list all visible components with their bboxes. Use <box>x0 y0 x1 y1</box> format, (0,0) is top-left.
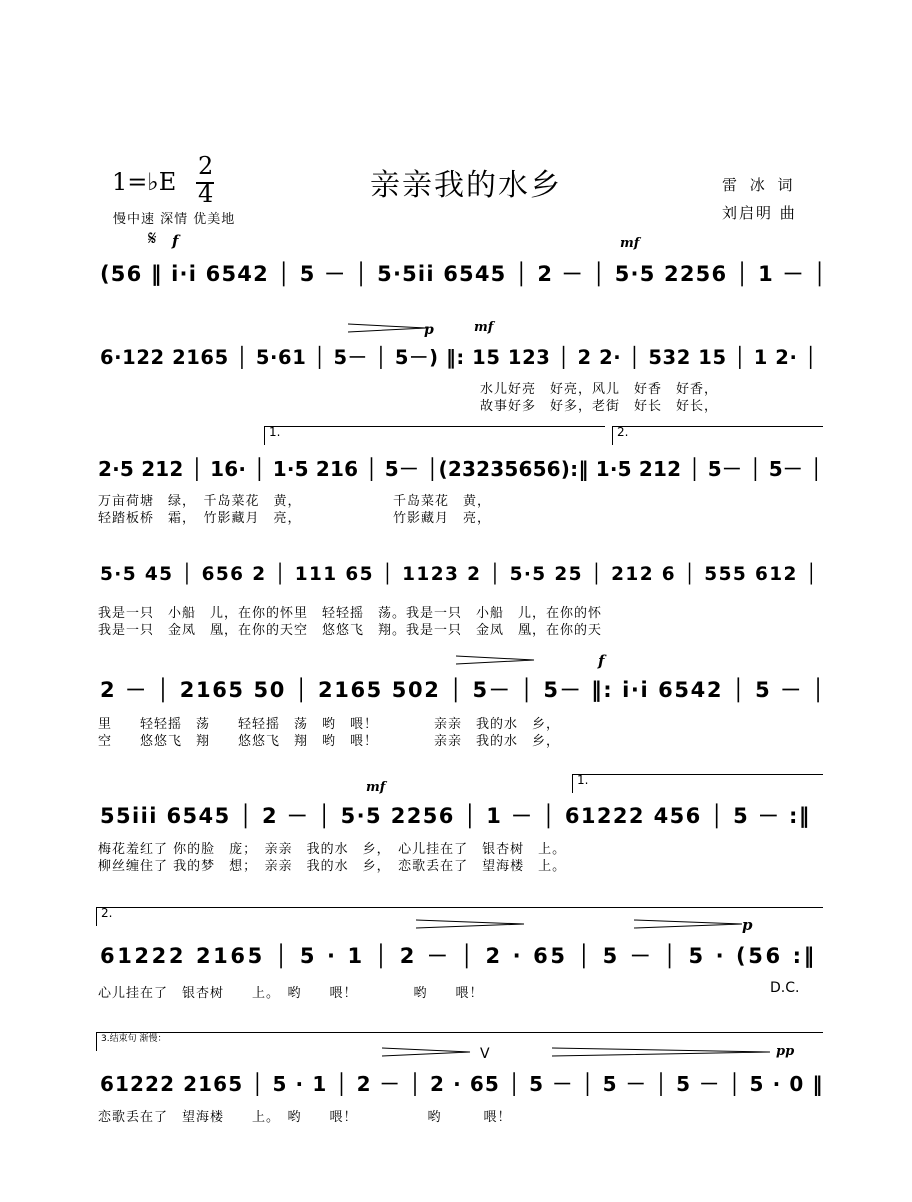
lyric-line-2: 轻踏板桥 霜， 竹影藏月 亮， 竹影藏月 亮， <box>98 511 492 526</box>
decrescendo-hairpin <box>456 654 536 666</box>
notation-line: 55iii 6545 │ 2 － │ 5·5 2256 │ 1 － │ 61222 456 │ 5 － :‖ <box>100 804 811 828</box>
da-capo-mark: D.C. <box>770 980 800 996</box>
time-signature-top: 2 <box>198 152 214 180</box>
lyric-line-1: 万亩荷塘 绿， 千岛菜花 黄， 千岛菜花 黄， <box>98 494 492 509</box>
dynamic-mark: mf <box>474 320 494 335</box>
key-signature: 1=♭E <box>112 168 177 196</box>
dynamic-mark: p <box>742 916 753 934</box>
notation-line: 2·5 212 │ 16· │ 1·5 216 │ 5－ │(23235656):‖ 1·5 212 │ 5－ │ 5－ │ <box>98 457 823 481</box>
breath-mark: V <box>480 1046 490 1062</box>
lyric-line-1: 我是一只 小船 儿，在你的怀里 轻轻摇 荡。我是一只 小船 儿，在你的怀 <box>98 606 603 621</box>
notation-line: (56 ‖ i·i 6542 │ 5 － │ 5·5ii 6545 │ 2 － │ 5·5 2256 │ 1 － │ <box>100 262 828 286</box>
lyric-line-1: 恋歌丢在了 望海楼 上。 哟 喂！ 哟 喂！ <box>98 1110 512 1125</box>
lyricist: 雷 冰 词 <box>722 176 797 194</box>
decrescendo-hairpin <box>348 322 428 334</box>
lyric-line-1: 水儿好亮 好亮，风儿 好香 好香， <box>480 382 719 397</box>
tempo-marking: 慢中速 深情 优美地 <box>113 212 236 227</box>
lyric-line-2: 柳丝缠住了 我的梦 想； 亲亲 我的水 乡， 恋歌丢在了 望海楼 上。 <box>98 859 567 874</box>
dynamic-mark: f <box>172 232 179 250</box>
decrescendo-hairpin <box>552 1046 772 1058</box>
volta-bracket-2: 2. <box>612 426 823 445</box>
lyric-line-2: 我是一只 金凤 凰，在你的天空 悠悠飞 翔。我是一只 金凤 凰，在你的天 <box>98 623 603 638</box>
dynamic-mark: p <box>424 322 434 338</box>
dynamic-mark: f <box>598 652 605 670</box>
time-signature-bottom: 4 <box>198 180 214 208</box>
decrescendo-hairpin <box>416 918 526 930</box>
notation-line: 5·5 45 │ 656 2 │ 111 65 │ 1123 2 │ 5·5 25 │ 212 6 │ 555 612 │ <box>100 564 819 585</box>
volta-bracket-3: 3.结束句 渐慢： <box>96 1032 823 1051</box>
volta-bracket-2: 2. <box>96 907 823 926</box>
notation-line: 61222 2165 │ 5 · 1 │ 2 － │ 2 · 65 │ 5 － │ 5 － │ 5 － │ 5 · 0 ‖ <box>100 1072 824 1096</box>
dynamic-mark: mf <box>366 780 386 795</box>
notation-line: 2 － │ 2165 50 │ 2165 502 │ 5－ │ 5－ ‖: i·i 6542 │ 5 － │ <box>100 678 826 702</box>
composer: 刘启明 曲 <box>722 204 797 222</box>
decrescendo-hairpin <box>634 918 744 930</box>
lyric-line-1: 梅花羞红了 你的脸 庞； 亲亲 我的水 乡， 心儿挂在了 银杏树 上。 <box>98 842 567 857</box>
segno-icon: 𝄋 <box>148 226 157 250</box>
volta-bracket-1: 1. <box>264 426 605 445</box>
dynamic-mark: mf <box>620 236 640 251</box>
dynamic-mark: pp <box>776 1044 795 1059</box>
volta-bracket-1: 1. <box>572 774 823 793</box>
lyric-line-1: 心儿挂在了 银杏树 上。 哟 喂！ 哟 喂！ <box>98 986 484 1001</box>
decrescendo-hairpin <box>382 1046 472 1058</box>
notation-line: 6·122 2165 │ 5·61 │ 5－ │ 5－) ‖: 15 123 │ 2 2· │ 532 15 │ 1 2· │ <box>100 346 818 369</box>
song-title: 亲亲我的水乡 <box>370 168 562 203</box>
lyric-line-1: 里 轻轻摇 荡 轻轻摇 荡 哟 喂！ 亲亲 我的水 乡， <box>98 717 561 732</box>
lyric-line-2: 空 悠悠飞 翔 悠悠飞 翔 哟 喂！ 亲亲 我的水 乡， <box>98 734 561 749</box>
lyric-line-2: 故事好多 好多，老街 好长 好长， <box>480 399 719 414</box>
notation-line: 61222 2165 │ 5 · 1 │ 2 － │ 2 · 65 │ 5 － │ 5 · (56 :‖ <box>100 944 817 968</box>
